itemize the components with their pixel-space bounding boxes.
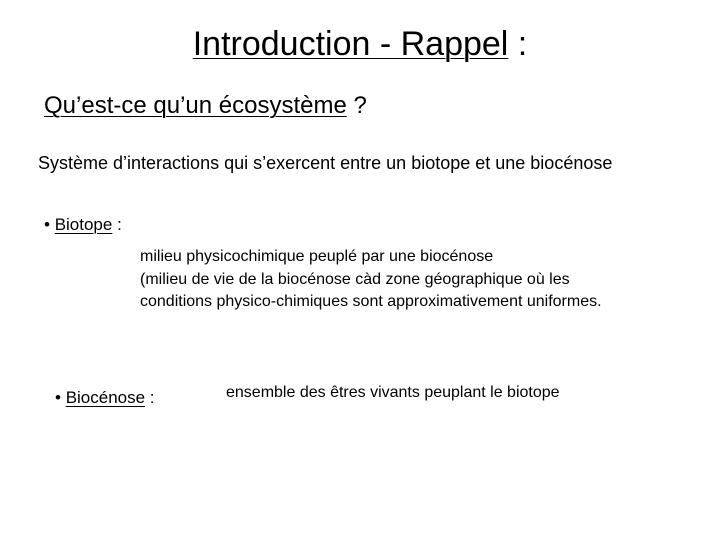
slide-question (44, 88, 367, 124)
slide-title-colon: : (508, 25, 528, 63)
biotope-definition-line: milieu physicochimique peuplé par une biocénose (140, 248, 494, 265)
biotope-definition-line: (milieu de vie de la biocénose càd zone géographique où les (140, 270, 570, 288)
biotope-term: Biotope (54, 215, 113, 234)
biocenose-term: Biocénose (65, 388, 146, 407)
bullet: • (44, 215, 55, 234)
biocenose-definition: ensemble des êtres vivants peuplant le biotope (226, 384, 560, 401)
biocenose-colon: : (145, 388, 155, 407)
slide-title-text: Introduction - Rappel (192, 25, 509, 63)
slide-title (0, 20, 720, 68)
biotope-label (44, 212, 122, 238)
biotope-definition-line: conditions physico-chimiques sont approximativement uniformes. (140, 293, 602, 310)
slide-question-mark: ? (346, 92, 367, 119)
biocenose-label (55, 385, 155, 411)
biotope-colon: : (112, 215, 122, 234)
biotope-definition (140, 246, 602, 314)
ecosystem-definition: Système d’interactions qui s’exercent entre un biotope et une biocénose (38, 153, 613, 173)
bullet: • (55, 388, 66, 407)
slide-question-text: Qu’est-ce qu’un écosystème (44, 92, 347, 119)
